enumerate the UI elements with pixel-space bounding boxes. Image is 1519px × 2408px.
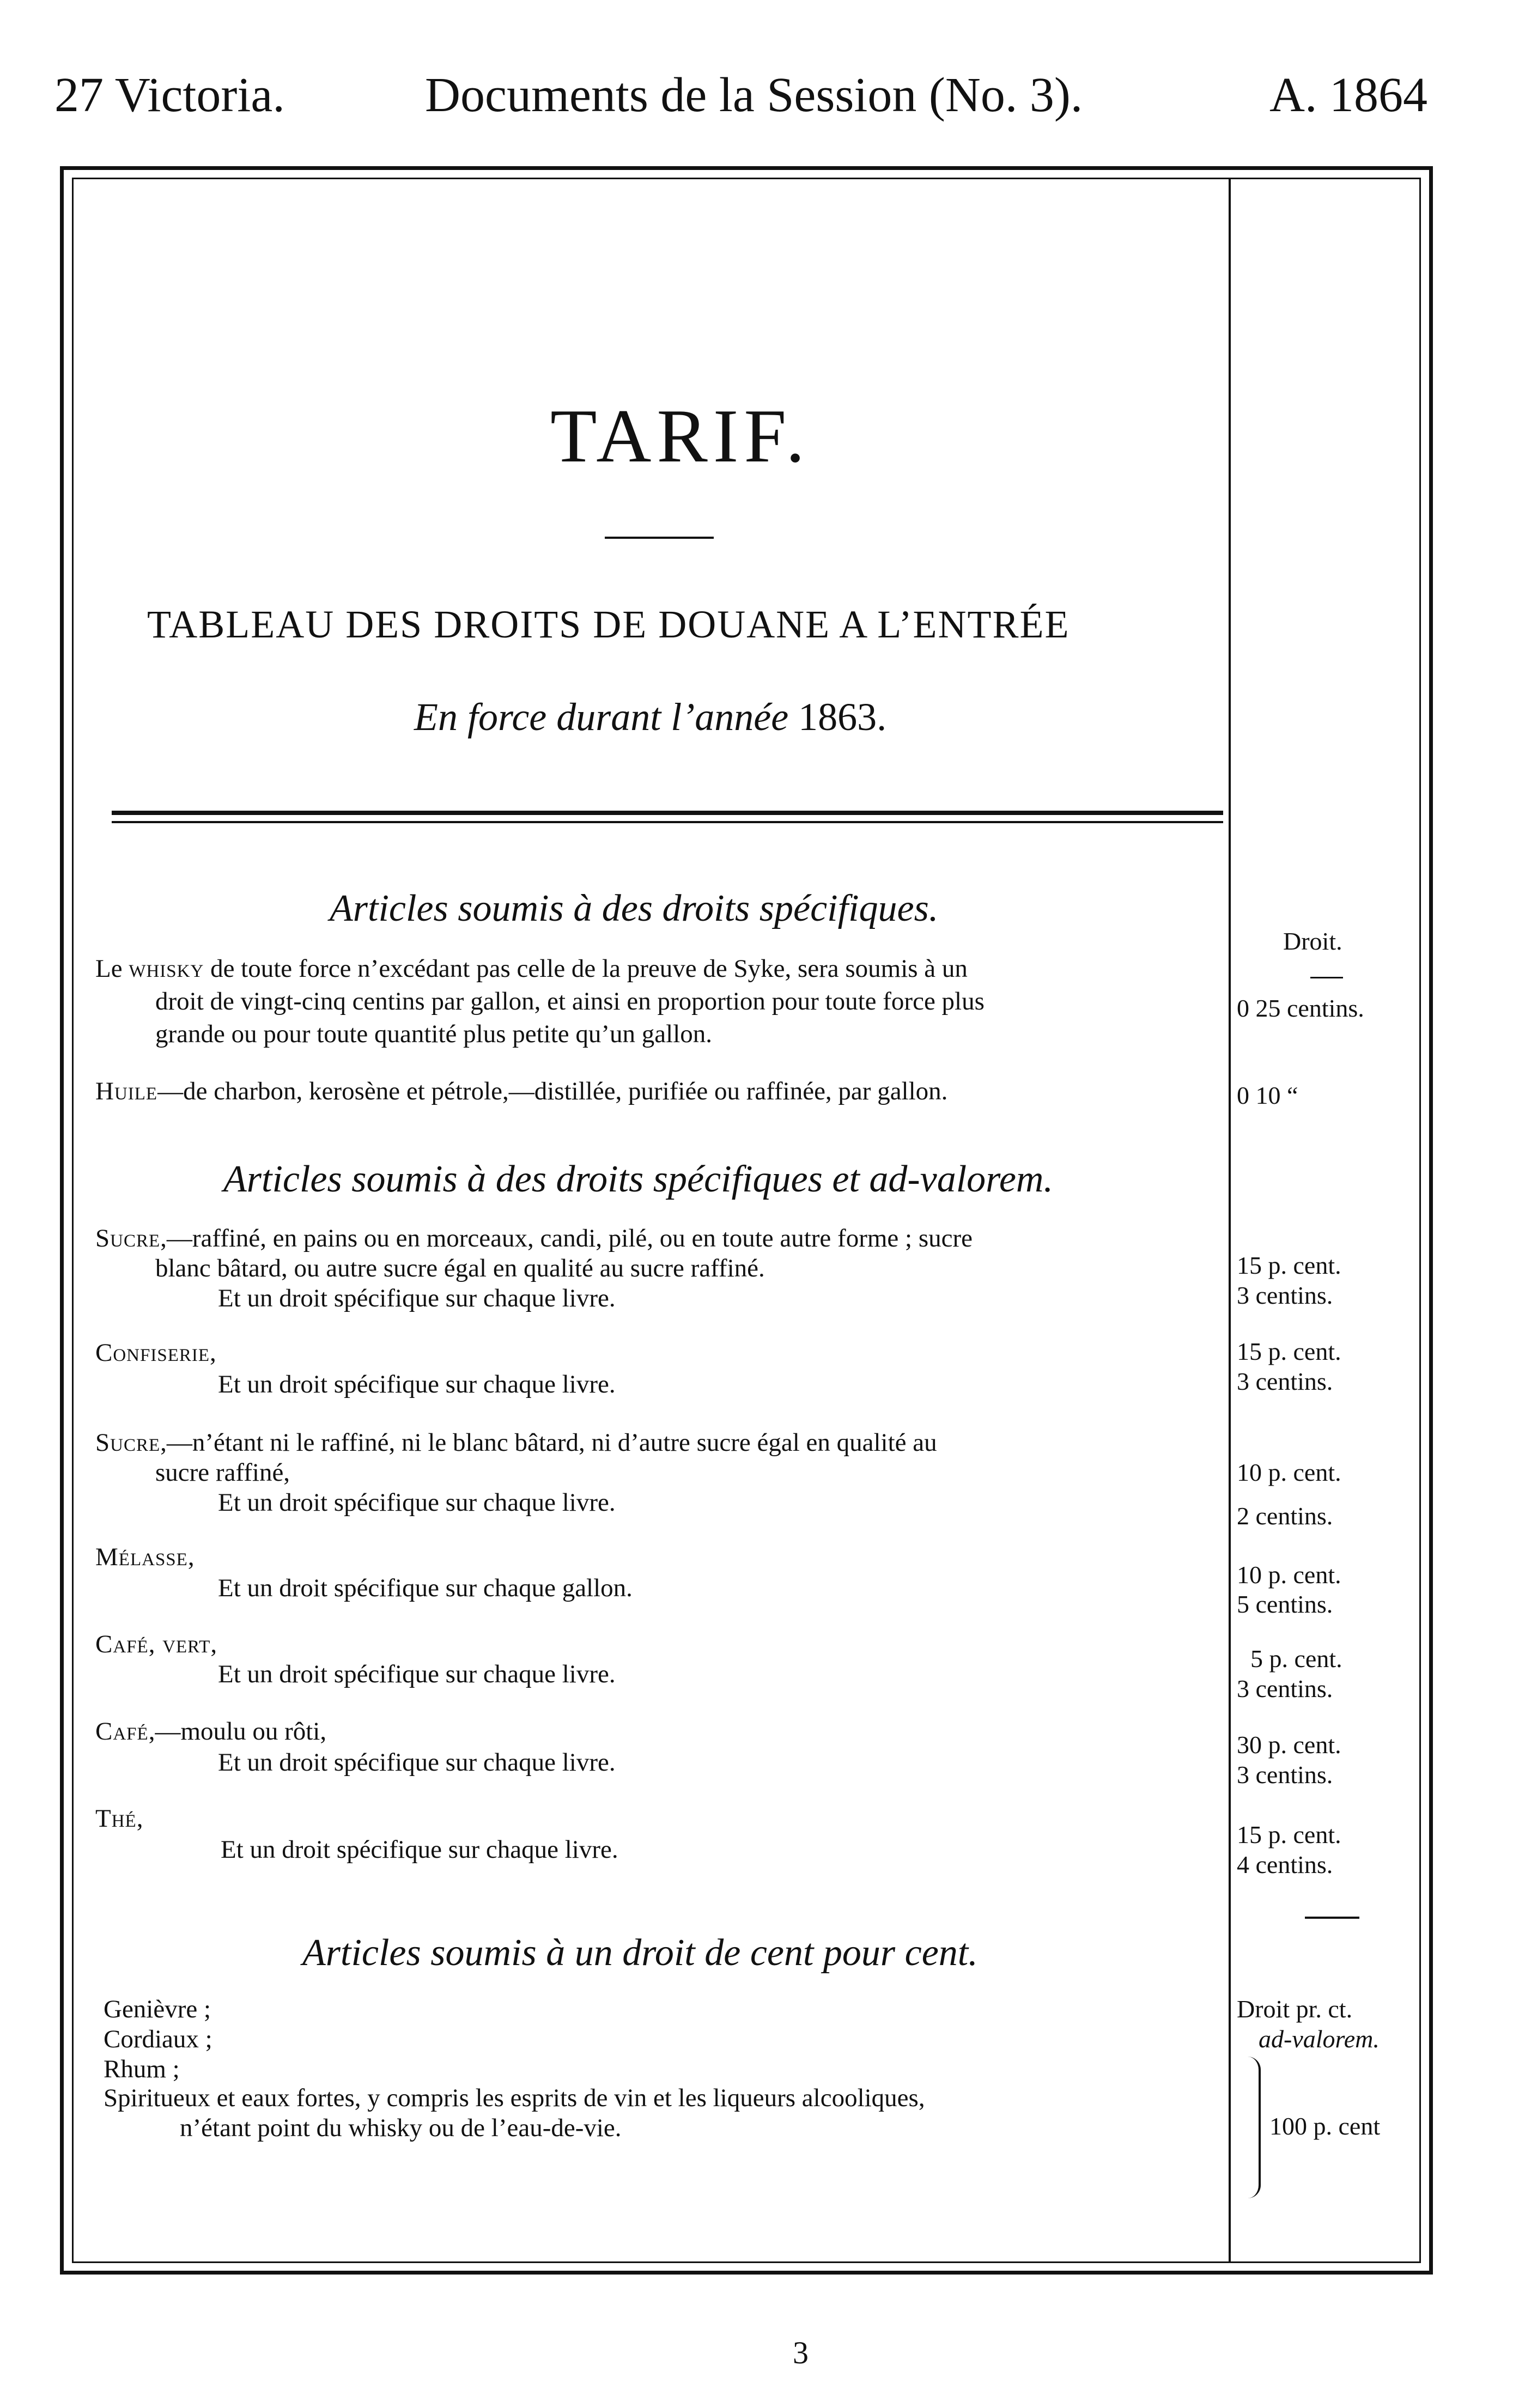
- confiserie-line-2: Et un droit spécifique sur chaque livre.: [218, 1370, 616, 1398]
- header-volume: 27 Victoria.: [54, 68, 285, 122]
- confiserie-duty-centins: 3 centins.: [1237, 1367, 1333, 1395]
- double-rule-bottom: [112, 821, 1223, 823]
- the-line-1: [95, 1806, 143, 1832]
- whisky-line-1: [95, 956, 968, 982]
- cafe-moulu-line-2: Et un droit spécifique sur chaque livre.: [218, 1748, 616, 1777]
- sucre-raffine-duty-pct: 15 p. cent.: [1237, 1251, 1341, 1279]
- whisky-line-2: droit de vingt-cinq centins par gallon, et ainsi en proportion pour toute force plus: [155, 987, 985, 1016]
- whisky-line-3: grande ou pour toute quantité plus petite qu’un gallon.: [155, 1020, 713, 1048]
- spirits-line-3: Rhum ;: [104, 2055, 180, 2083]
- sucre-raffine-duty-centins: 3 centins.: [1237, 1281, 1333, 1309]
- melasse-name: Mélasse: [95, 1543, 188, 1571]
- sucre-non-duty-pct: 10 p. cent.: [1237, 1458, 1341, 1486]
- section-hundred-percent-heading: Articles soumis à un droit de cent pour cent.: [302, 1932, 978, 1974]
- duty-header-rule: [1310, 977, 1343, 978]
- the-duty-centins: 4 centins.: [1237, 1851, 1333, 1878]
- cafe-vert-duty-centins: 3 centins.: [1237, 1675, 1333, 1702]
- cafe-vert-text-1: ,: [210, 1630, 217, 1658]
- title-rule: [605, 537, 714, 539]
- confiserie-duty-pct: 15 p. cent.: [1237, 1337, 1341, 1365]
- the-name: Thé: [95, 1804, 137, 1833]
- spirits-line-2: Cordiaux ;: [104, 2025, 212, 2053]
- in-force-year: 1863.: [798, 695, 887, 739]
- whisky-text-1: de toute force n’excédant pas celle de la preuve de Syke, sera soumis à un: [204, 954, 968, 983]
- cafe-moulu-name: Café: [95, 1717, 149, 1746]
- huile-text: —de charbon, kerosène et pétrole,—distillée, purifiée ou raffinée, par gallon.: [157, 1077, 948, 1105]
- double-rule-top: [112, 811, 1223, 815]
- cafe-moulu-duty-pct: 30 p. cent.: [1237, 1731, 1341, 1759]
- confiserie-name: Confiserie: [95, 1339, 210, 1367]
- sucre-non-duty-centins: 2 centins.: [1237, 1502, 1333, 1530]
- spirits-duty: 100 p. cent: [1269, 2112, 1381, 2140]
- spirits-brace: [1248, 2057, 1261, 2198]
- the-duty-pct: 15 p. cent.: [1237, 1821, 1341, 1848]
- spirits-line-1: Genièvre ;: [104, 1995, 211, 2023]
- huile-duty: 0 10 “: [1237, 1081, 1298, 1109]
- whisky-duty: 0 25 centins.: [1237, 994, 1364, 1022]
- page-title: TARIF.: [550, 394, 811, 478]
- melasse-line-1: [95, 1544, 195, 1570]
- sucre-non-text-1: ,—n’étant ni le raffiné, ni le blanc bâtard, ni d’autre sucre égal en qualité au: [160, 1428, 937, 1457]
- cafe-vert-line-1: [95, 1632, 217, 1657]
- spirits-line-4: Spiritueux et eaux fortes, y compris les esprits de vin et les liqueurs alcooliques,: [104, 2084, 925, 2112]
- confiserie-text-1: ,: [210, 1339, 216, 1367]
- cafe-vert-duty-pct: 5 p. cent.: [1250, 1645, 1342, 1673]
- melasse-line-2: Et un droit spécifique sur chaque gallon.: [218, 1574, 633, 1602]
- in-force-text: En force durant l’année: [414, 695, 789, 739]
- sucre-raffine-line-3: Et un droit spécifique sur chaque livre.: [218, 1284, 616, 1312]
- sucre-non-line-3: Et un droit spécifique sur chaque livre.: [218, 1488, 616, 1517]
- spirits-duty-header-2: ad-valorem.: [1259, 2025, 1380, 2053]
- melasse-text-1: ,: [187, 1543, 195, 1571]
- sucre-raffine-name: Sucre: [95, 1224, 161, 1252]
- spirits-line-5: n’étant point du whisky ou de l’eau-de-vie.: [180, 2114, 622, 2142]
- huile-name: Huile: [95, 1077, 158, 1105]
- confiserie-line-1: [95, 1340, 216, 1366]
- header-year: A. 1864: [1269, 68, 1427, 122]
- page-subtitle: TABLEAU DES DROITS DE DOUANE A L’ENTRÉE: [147, 603, 1070, 646]
- huile-line: [95, 1079, 947, 1104]
- cafe-moulu-duty-centins: 3 centins.: [1237, 1761, 1333, 1789]
- duty-column-rule: [1229, 178, 1231, 2263]
- whisky-name: whisky: [129, 954, 204, 983]
- sucre-non-name: Sucre: [95, 1428, 161, 1457]
- in-force-line: [414, 695, 886, 740]
- cafe-vert-line-2: Et un droit spécifique sur chaque livre.: [218, 1660, 616, 1688]
- header-title: Documents de la Session (No. 3).: [425, 68, 1083, 122]
- the-text-1: ,: [136, 1804, 143, 1833]
- duty-column-header: Droit.: [1283, 927, 1342, 955]
- sucre-raffine-line-2: blanc bâtard, ou autre sucre égal en qualité au sucre raffiné.: [155, 1254, 765, 1282]
- melasse-duty-pct: 10 p. cent.: [1237, 1561, 1341, 1589]
- cafe-moulu-text-1: ,—moulu ou rôti,: [148, 1717, 327, 1746]
- page-number: 3: [793, 2335, 809, 2370]
- spirits-duty-header-1: Droit pr. ct.: [1237, 1995, 1353, 2023]
- sucre-non-line-1: [95, 1430, 937, 1456]
- section-specific-heading: Articles soumis à des droits spécifiques.: [330, 887, 939, 929]
- melasse-duty-centins: 5 centins.: [1237, 1590, 1333, 1618]
- sucre-non-line-2: sucre raffiné,: [155, 1458, 290, 1487]
- duty-section-rule: [1305, 1917, 1359, 1919]
- cafe-moulu-line-1: [95, 1719, 326, 1744]
- section-specific-ad-valorem-heading: Articles soumis à des droits spécifiques et ad-valorem.: [223, 1158, 1053, 1200]
- cafe-vert-name: Café, vert: [95, 1630, 211, 1658]
- sucre-raffine-text-1: ,—raffiné, en pains ou en morceaux, candi, pilé, ou en toute autre forme ; sucre: [160, 1224, 973, 1252]
- sucre-raffine-line-1: [95, 1226, 973, 1251]
- whisky-prefix: Le: [95, 954, 129, 983]
- the-line-2: Et un droit spécifique sur chaque livre.: [221, 1835, 618, 1864]
